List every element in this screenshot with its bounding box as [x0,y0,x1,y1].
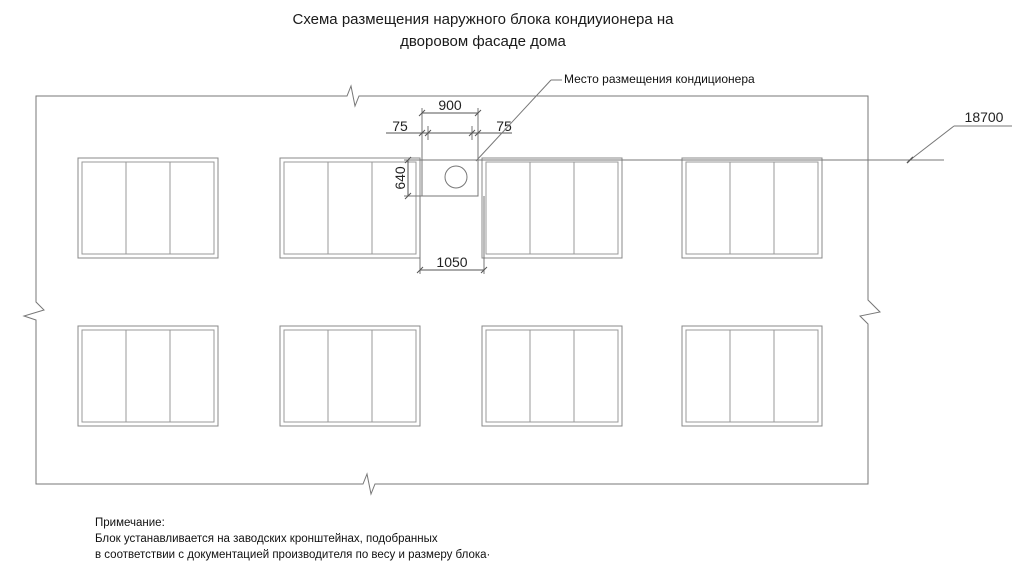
window-frame [682,326,822,426]
window-frame [78,326,218,426]
windows-group [78,158,822,426]
dim-75-right-label: 75 [496,118,512,134]
window [482,158,622,258]
window [682,326,822,426]
dim-1050-label: 1050 [436,254,468,270]
window-frame [482,158,622,258]
title-line-1: Схема размещения наружного блока кондиуионера на [292,11,674,28]
window [78,326,218,426]
facade-outline [24,86,880,494]
dim-640-label: 640 [392,166,408,190]
window-frame [482,326,622,426]
elevation-label: 18700 [964,109,1004,125]
notes-line-1: Блок устанавливается на заводских кронштейнах, подобранных [95,533,438,545]
dim-75-left-label: 75 [392,118,408,134]
notes-line-2: в соответствии с документацией производителя по весу и размеру блока· [95,549,491,561]
ac-unit-box [422,160,478,196]
notes-heading: Примечание: [95,517,165,529]
window [482,326,622,426]
callout-leader [476,80,551,161]
window-frame [280,326,420,426]
window-frame [78,158,218,258]
title-line-2: дворовом фасаде дома [400,33,566,50]
placement-label: Место размещения кондиционера [564,72,755,86]
window [78,158,218,258]
window [280,326,420,426]
window-frame [682,158,822,258]
notes-block [95,515,490,563]
elevation-leader [910,126,954,160]
dim-900-label: 900 [438,97,462,113]
window [682,158,822,258]
